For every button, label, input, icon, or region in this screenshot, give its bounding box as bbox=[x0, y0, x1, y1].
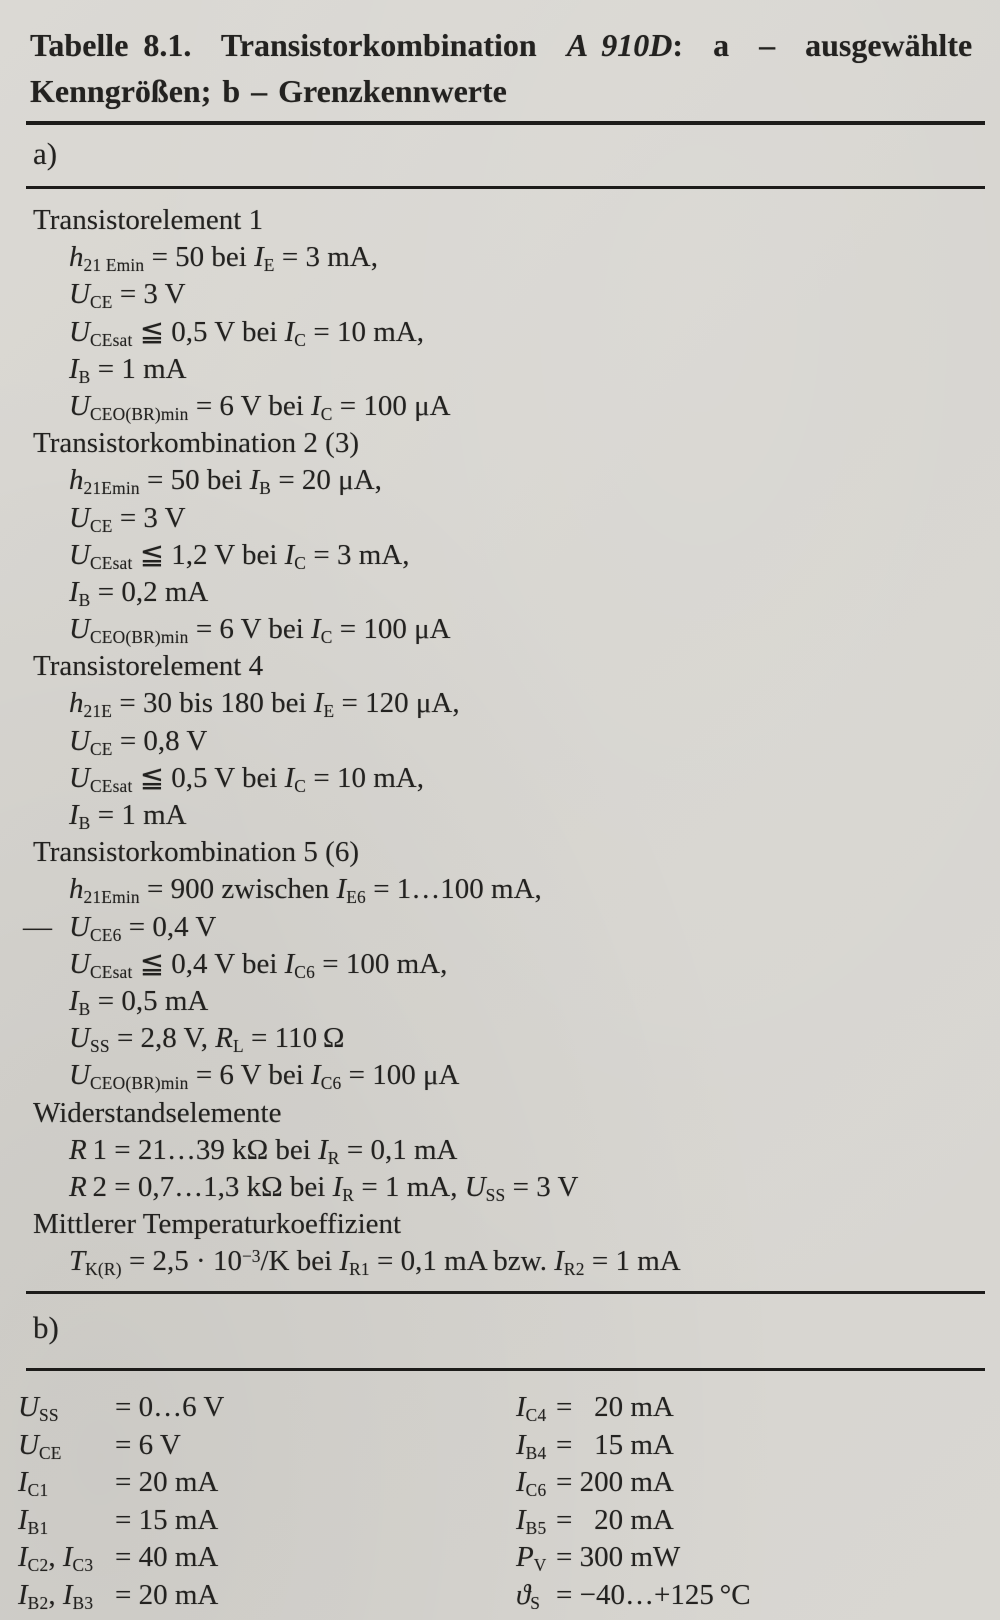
spec-line bbox=[33, 276, 983, 313]
spec-line bbox=[33, 983, 983, 1020]
spec-text: $U_{CEO(BR)min} = 6$ V bei $I_C = 100$ μA bbox=[69, 389, 451, 424]
spec-text: Transistorkombination 2 (3) bbox=[33, 427, 359, 460]
limit-value: = 15 mA bbox=[556, 1428, 674, 1461]
spec-text: Transistorkombination 5 (6) bbox=[33, 836, 359, 869]
spec-line bbox=[33, 462, 983, 499]
spec-text: $T_{K(R)} = 2,5 \cdot 10^{-3}/K$ bei $I_{R1} = 0,1$ mA bzw. $I_{R2} = 1$ mA bbox=[69, 1245, 681, 1280]
limits-right-column bbox=[516, 1389, 751, 1614]
limit-row bbox=[516, 1427, 751, 1465]
horizontal-rule-top bbox=[26, 121, 985, 125]
spec-line bbox=[33, 239, 983, 276]
spec-text: Transistorelement 4 bbox=[33, 650, 264, 683]
spec-text: $U_{CEsat}$ ≦ 0,4 V bei $I_{C6} = 100$ mA, bbox=[69, 947, 448, 982]
spec-line bbox=[33, 648, 983, 685]
spec-text: $h_{21E} = 30$ bis 180 bei $I_E = 120$ μA, bbox=[69, 687, 460, 722]
limit-row bbox=[18, 1389, 224, 1427]
spec-text: $I_B = 0,2$ mA bbox=[69, 575, 209, 610]
table-caption-line-2: Kenngrößen; b – Grenzkennwerte bbox=[30, 73, 507, 109]
spec-text: Transistorelement 1 bbox=[33, 204, 264, 236]
limit-row bbox=[18, 1464, 224, 1502]
limit-symbol: $ϑ_S$ bbox=[516, 1578, 541, 1613]
spec-line bbox=[33, 202, 983, 239]
limit-value: = 40 mA bbox=[115, 1541, 219, 1573]
horizontal-rule-after-b-label bbox=[26, 1368, 985, 1371]
limit-symbol: $I_{C4}$ bbox=[516, 1391, 547, 1425]
spec-line bbox=[23, 909, 983, 946]
spec-line bbox=[33, 1132, 983, 1169]
spec-line bbox=[33, 871, 983, 908]
limit-symbol: $I_{C1}$ bbox=[18, 1466, 49, 1500]
limit-value: = 0…6 V bbox=[115, 1391, 225, 1423]
spec-text: $U_{CE} = 3$ V bbox=[69, 501, 186, 536]
limit-symbol: $I_{B1}$ bbox=[18, 1503, 49, 1538]
spec-text: R 1 = 21…39 kΩ bei $I_R = 0,1$ mA bbox=[69, 1133, 458, 1168]
spec-line bbox=[33, 760, 983, 797]
spec-line bbox=[33, 425, 983, 462]
limit-value: = 300 mW bbox=[556, 1541, 681, 1573]
spec-text: $U_{CEO(BR)min} = 6$ V bei $I_{C6} = 100$ μA bbox=[69, 1059, 460, 1094]
spec-line bbox=[33, 1169, 983, 1206]
spec-text: R 2 = 0,7…1,3 kΩ bei $I_R = 1$ mA, $U_{SS} = 3$ V bbox=[69, 1170, 579, 1205]
limit-symbol: $P_V$ bbox=[516, 1541, 547, 1575]
limit-row bbox=[18, 1539, 224, 1577]
table-caption bbox=[30, 22, 972, 114]
spec-line bbox=[33, 574, 983, 611]
limit-row bbox=[516, 1389, 751, 1427]
spec-text: $I_B = 1$ mA bbox=[69, 352, 187, 387]
horizontal-rule-after-a-label bbox=[26, 186, 985, 189]
limit-value: = 20 mA bbox=[115, 1466, 219, 1498]
limit-symbol: $U_{CE}$ bbox=[18, 1428, 62, 1463]
spec-line bbox=[33, 685, 983, 722]
spec-line bbox=[33, 611, 983, 648]
limit-value: = 15 mA bbox=[115, 1503, 219, 1536]
limit-row bbox=[516, 1464, 751, 1502]
section-b-label: b) bbox=[33, 1310, 59, 1345]
limit-row bbox=[18, 1427, 224, 1465]
spec-line bbox=[33, 723, 983, 760]
limit-row bbox=[516, 1539, 751, 1577]
limit-row bbox=[18, 1577, 224, 1615]
limit-row bbox=[516, 1502, 751, 1540]
spec-text: $U_{CE6} = 0,4$ V bbox=[69, 910, 217, 945]
spec-text: $U_{SS} = 2,8$ V, $R_L = 110$ Ω bbox=[69, 1022, 345, 1056]
section-a-specs bbox=[23, 202, 983, 1280]
limit-symbol: $I_{B5}$ bbox=[516, 1503, 547, 1538]
limit-value: = 20 mA bbox=[556, 1503, 674, 1536]
spec-text: $h_{21 Emin} = 50$ bei $I_E = 3$ mA, bbox=[69, 241, 378, 276]
spec-text: $h_{21Emin} = 50$ bei $I_B = 20$ μA, bbox=[69, 464, 382, 499]
spec-line bbox=[33, 946, 983, 983]
spec-line bbox=[33, 1020, 983, 1057]
spec-text: $h_{21Emin} = 900$ zwischen $I_{E6}$ = 1…100 mA, bbox=[69, 873, 542, 908]
spec-line bbox=[33, 537, 983, 574]
spec-text: $U_{CEsat}$ ≦ 1,2 V bei $I_C = 3$ mA, bbox=[69, 538, 410, 573]
limit-symbol: $I_{C2}$, $I_{C3}$ bbox=[18, 1541, 94, 1575]
spec-text: $U_{CE} = 3$ V bbox=[69, 278, 186, 313]
section-a-label: a) bbox=[33, 136, 58, 171]
horizontal-rule-before-b-label bbox=[26, 1291, 985, 1294]
limit-symbol: $I_{C6}$ bbox=[516, 1466, 547, 1500]
spec-line bbox=[33, 1057, 983, 1094]
spec-line bbox=[33, 351, 983, 388]
limit-value: = 6 V bbox=[115, 1428, 181, 1461]
spec-line bbox=[33, 314, 983, 351]
limit-value: = 200 mA bbox=[556, 1466, 674, 1498]
margin-dash-icon: — bbox=[23, 910, 52, 943]
spec-line bbox=[33, 834, 983, 871]
spec-text: $U_{CEO(BR)min} = 6$ V bei $I_C = 100$ μA bbox=[69, 613, 451, 647]
limit-symbol: $I_{B4}$ bbox=[516, 1428, 547, 1463]
spec-line bbox=[33, 1243, 983, 1280]
limits-left-column bbox=[18, 1389, 224, 1614]
spec-text: $U_{CEsat}$ ≦ 0,5 V bei $I_C = 10$ mA, bbox=[69, 761, 424, 796]
spec-line bbox=[33, 388, 983, 425]
limit-row bbox=[516, 1577, 751, 1615]
spec-text: $U_{CEsat}$ ≦ 0,5 V bei $I_C = 10$ mA, bbox=[69, 315, 424, 350]
spec-line bbox=[33, 797, 983, 834]
table-caption-line-1: Tabelle 8.1. Transistorkombination A 910D: a – ausgewählte bbox=[30, 27, 973, 63]
spec-text: Widerstandselemente bbox=[33, 1096, 282, 1129]
limit-value: = 20 mA bbox=[115, 1578, 219, 1611]
spec-line bbox=[33, 500, 983, 537]
spec-text: Mittlerer Temperaturkoeffizient bbox=[33, 1208, 402, 1241]
limit-symbol: $I_{B2}$, $I_{B3}$ bbox=[18, 1578, 94, 1613]
spec-line bbox=[33, 1095, 983, 1132]
limit-value: = −40…+125 °C bbox=[556, 1578, 751, 1611]
spec-text: $I_B = 1$ mA bbox=[69, 799, 187, 833]
limit-symbol: $U_{SS}$ bbox=[18, 1391, 59, 1425]
limit-row bbox=[18, 1502, 224, 1540]
spec-text: $I_B = 0,5$ mA bbox=[69, 984, 209, 1019]
limit-value: = 20 mA bbox=[556, 1391, 674, 1423]
spec-text: $U_{CE} = 0,8$ V bbox=[69, 724, 208, 759]
spec-line bbox=[33, 1206, 983, 1243]
